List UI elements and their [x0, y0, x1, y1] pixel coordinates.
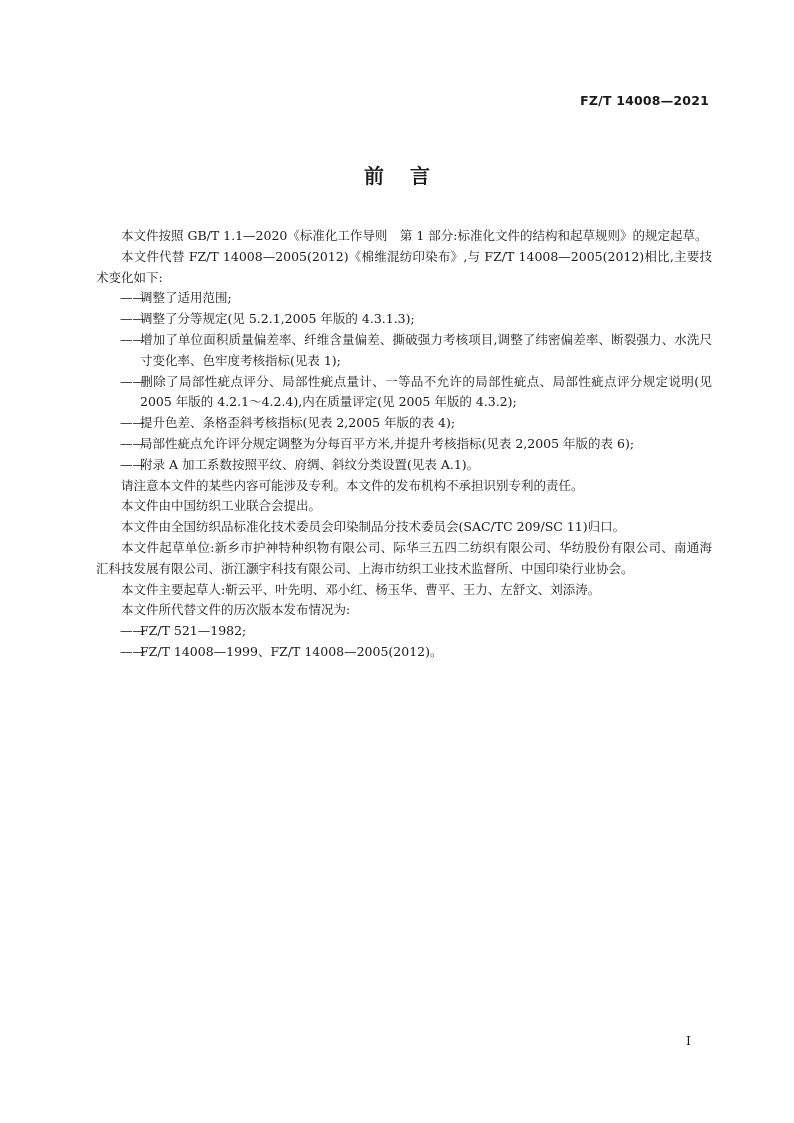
change-item: [96, 413, 712, 434]
page-title: 前言: [364, 164, 456, 188]
change-item: [96, 288, 712, 309]
dash-mark: ——: [120, 415, 145, 431]
history-item: [96, 621, 712, 642]
history-item-text: FZ/T 521—1982;: [140, 623, 247, 639]
change-item: [96, 434, 712, 455]
dash-mark: ——: [120, 435, 145, 451]
change-item-text: 调整了适用范围;: [140, 290, 232, 306]
page-number: I: [686, 1033, 691, 1048]
change-item-text: 局部性疵点允许评分规定调整为分每百平方米,并提升考核指标(见表 2,2005 年版的表 6);: [140, 435, 635, 451]
paragraph-drafting-organizations: 本文件起草单位:新乡市护神特种织物有限公司、际华三五四二纺织有限公司、华纺股份有限公司、南通海汇科技发展有限公司、浙江灏宇科技有限公司、上海市纺织工业技术监督所、中国印染行业协会。: [96, 539, 712, 576]
paragraph-proposer: 本文件由中国纺织工业联合会提出。: [121, 498, 322, 514]
dash-mark: ——: [120, 331, 145, 347]
change-item-text: 附录 A 加工系数按照平纹、府绸、斜纹分类设置(见表 A.1)。: [140, 456, 480, 472]
change-item-text: 删除了局部性疵点评分、局部性疵点量计、一等品不允许的局部性疵点、局部性疵点评分规定说明(见 2005 年版的 4.2.1～4.2.4),内在质量评定(见 2005 年版的 4.3.2);: [140, 373, 712, 410]
document-body: [96, 226, 712, 663]
dash-mark: ——: [120, 290, 145, 306]
paragraph-drafters: 本文件主要起草人:靳云平、叶先明、邓小红、杨玉华、曹平、王力、左舒文、刘添涛。: [121, 581, 601, 597]
paragraph-version-history: 本文件所代替文件的历次版本发布情况为:: [121, 602, 351, 618]
change-item-text: 提升色差、条格歪斜考核指标(见表 2,2005 年版的表 4);: [140, 415, 456, 431]
dash-mark: ——: [120, 311, 145, 327]
paragraph-technical-committee: 本文件由全国纺织品标准化技术委员会印染制品分技术委员会(SAC/TC 209/SC 11)归口。: [121, 519, 626, 535]
change-item: [96, 455, 712, 476]
change-item: [96, 309, 712, 330]
dash-mark: ——: [120, 623, 145, 639]
change-item: [96, 372, 712, 414]
dash-mark: ——: [120, 373, 145, 389]
dash-mark: ——: [120, 643, 145, 659]
standard-code: FZ/T 14008—2021: [580, 93, 709, 108]
change-item-text: 调整了分等规定(见 5.2.1,2005 年版的 4.3.1.3);: [140, 311, 415, 327]
dash-mark: ——: [120, 456, 145, 472]
change-item: [96, 330, 712, 372]
paragraph-replacement: 本文件代替 FZ/T 14008—2005(2012)《棉维混纺印染布》,与 FZ/T 14008—2005(2012)相比,主要技术变化如下:: [96, 248, 712, 285]
history-item: [96, 642, 712, 663]
change-item-text: 增加了单位面积质量偏差率、纤维含量偏差、撕破强力考核项目,调整了纬密偏差率、断裂强力、水洗尺寸变化率、色牢度考核指标(见表 1);: [140, 331, 712, 368]
history-item-text: FZ/T 14008—1999、FZ/T 14008—2005(2012)。: [140, 643, 443, 659]
paragraph-patent-notice: 请注意本文件的某些内容可能涉及专利。本文件的发布机构不承担识别专利的责任。: [121, 477, 584, 493]
paragraph-drafting-basis: 本文件按照 GB/T 1.1—2020《标准化工作导则 第 1 部分:标准化文件的结构和起草规则》的规定起草。: [121, 228, 708, 243]
